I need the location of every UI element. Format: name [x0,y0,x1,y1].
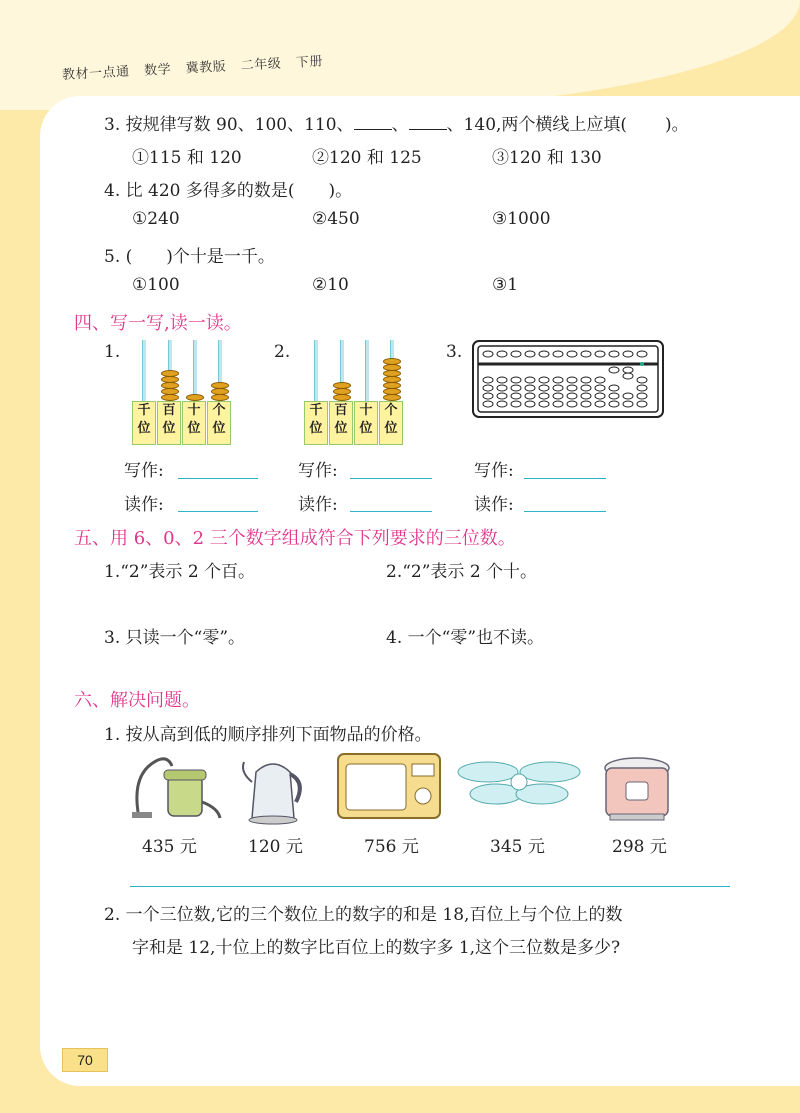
price-label: 345 元 [490,837,545,857]
read-answer-line[interactable] [524,511,606,512]
requirement-item: 2.“2”表示 2 个十。 [386,562,538,582]
problem-1: 1. 按从高到低的顺序排列下面物品的价格。 [104,725,432,745]
place-label: 十 位 [182,401,206,445]
option[interactable]: ③120 和 130 [492,148,602,168]
answer-line[interactable] [130,886,730,887]
problem-2-line-2: 字和是 12,十位上的数字比百位上的数字多 1,这个三位数是多少? [132,938,621,958]
requirement-item: 3. 只读一个“零”。 [104,628,246,648]
read-label: 读作: [298,495,338,515]
write-answer-line[interactable] [524,478,606,479]
vacuum-cleaner-image [128,752,224,826]
write-answer-line[interactable] [178,478,258,479]
edition: 冀教版 [185,59,227,77]
place-label: 个 位 [379,401,403,445]
option[interactable]: ②120 和 125 [312,148,422,168]
rice-cooker-image [600,752,674,826]
answer-blank[interactable] [354,115,392,130]
question-3-text1: 3. 按规律写数 90、100、110、 [104,115,354,135]
question-3 [104,110,689,135]
bead [161,394,179,401]
microwave-image [336,752,442,822]
option[interactable]: ①115 和 120 [132,148,242,168]
place-label: 百 位 [157,401,181,445]
question-5: 5. ( )个十是一千。 [104,247,275,267]
ceiling-fan-image [456,752,582,812]
rod [365,340,369,402]
item-number: 2. [274,342,291,362]
kettle-image [238,752,308,826]
section-5-title: 五、用 6、0、2 三个数字组成符合下列要求的三位数。 [74,528,516,549]
read-answer-line[interactable] [350,511,432,512]
question-3-text2: 、140,两个横线上应填( [446,115,628,135]
answer-blank[interactable] [409,115,447,130]
subject: 数学 [143,62,172,79]
page-number: 70 [62,1048,108,1072]
book-title: 教材一点通 [61,64,130,83]
write-label: 写作: [124,461,164,481]
place-label: 百 位 [329,401,353,445]
option[interactable]: ③1 [492,275,519,295]
section-4-title: 四、写一写,读一读。 [74,313,242,334]
price-label: 756 元 [364,837,419,857]
read-label: 读作: [124,495,164,515]
requirement-item: 1.“2”表示 2 个百。 [104,562,256,582]
price-label: 120 元 [248,837,303,857]
price-label: 298 元 [612,837,667,857]
write-label: 写作: [474,461,514,481]
price-label: 435 元 [142,837,197,857]
rod [314,340,318,402]
write-answer-line[interactable] [350,478,432,479]
problem-2-line-1: 2. 一个三位数,它的三个数位上的数字的和是 18,百位上与个位上的数 [104,905,623,925]
section-6-title: 六、解决问题。 [74,690,200,711]
abacus [472,340,664,418]
read-label: 读作: [474,495,514,515]
option[interactable]: ①100 [132,275,180,295]
write-label: 写作: [298,461,338,481]
term: 下册 [295,54,324,71]
option[interactable]: ②10 [312,275,349,295]
grade: 二年级 [240,56,282,74]
place-label: 个 位 [207,401,231,445]
item-number: 3. [446,342,463,362]
place-label: 千 位 [304,401,328,445]
place-label: 千 位 [132,401,156,445]
question-4: 4. 比 420 多得多的数是( )。 [104,181,353,201]
requirement-item: 4. 一个“零”也不读。 [386,628,545,648]
place-label: 十 位 [354,401,378,445]
option[interactable]: ③1000 [492,209,551,229]
bead [333,394,351,401]
rod [193,340,197,402]
bead [186,394,204,401]
item-number: 1. [104,342,121,362]
separator: 、 [391,115,409,135]
bead [383,394,401,401]
read-answer-line[interactable] [178,511,258,512]
option[interactable]: ①240 [132,209,180,229]
question-3-text3: )。 [665,115,689,135]
rod [142,340,146,402]
option[interactable]: ②450 [312,209,360,229]
bead [211,394,229,401]
